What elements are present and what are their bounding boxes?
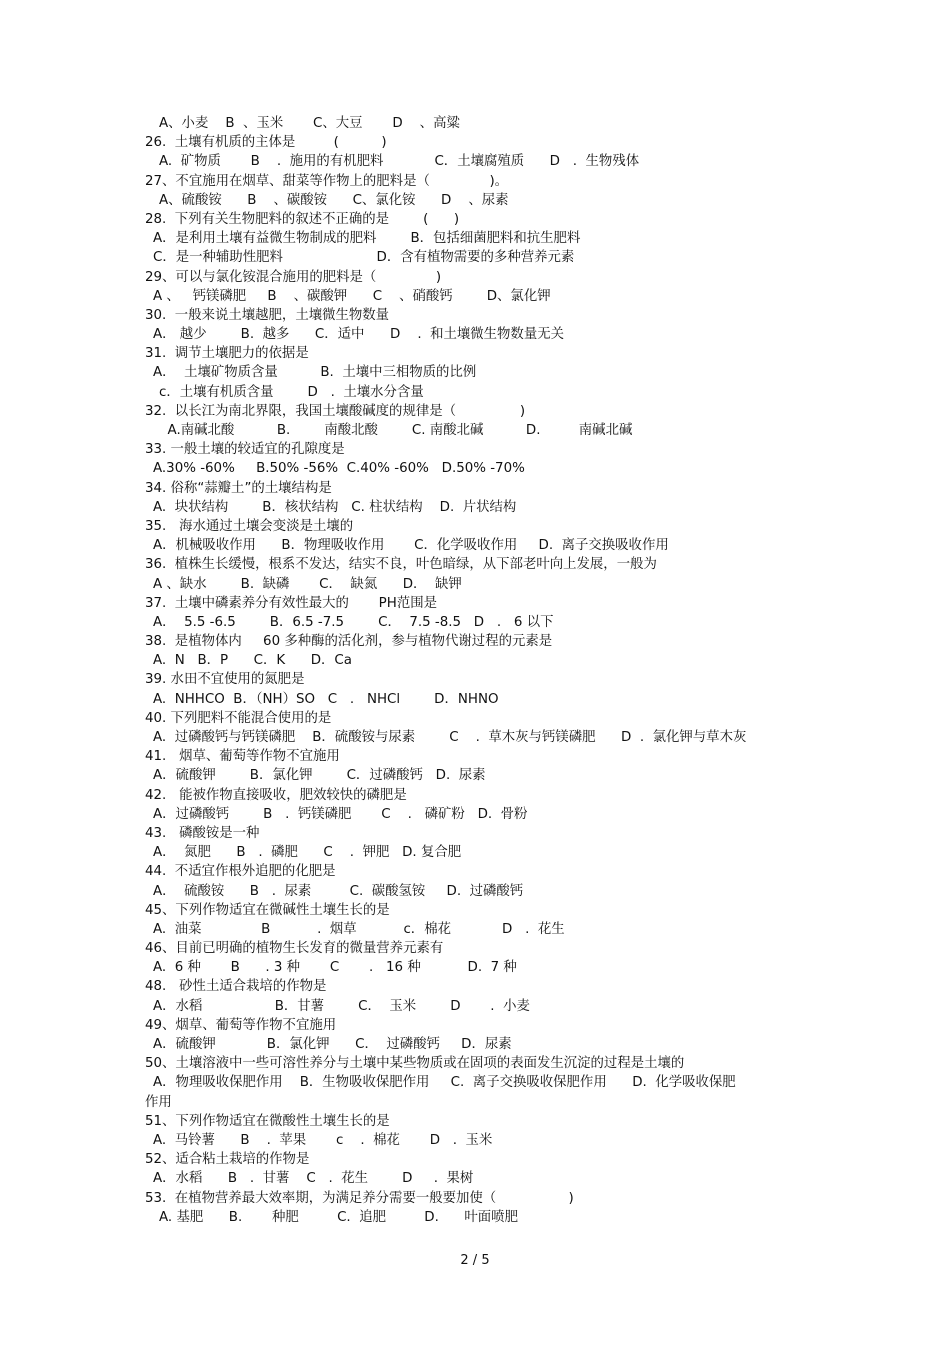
options-line: A. N B．P C．K D．Ca bbox=[153, 653, 352, 669]
options-line: A 、 钙镁磷肥 B 、碳酸钾 C 、硝酸钙 D、氯化钾 bbox=[153, 288, 551, 304]
options-line: A． 氮肥 B . 磷肥 C . 钾肥 D. 复合肥 bbox=[153, 845, 462, 861]
options-line: A．机械吸收作用 B．物理吸收作用 C．化学吸收作用 D. 离子交换吸收作用 bbox=[153, 538, 669, 554]
options-line: A. 基肥 B. 种肥 C. 追肥 D. 叶面喷肥 bbox=[159, 1209, 518, 1225]
options-line: A. 过磷酸钙与钙镁磷肥 B．硫酸铵与尿素 C . 草木灰与钙镁磷肥 D . 氯化钾与草木灰 bbox=[153, 730, 747, 745]
options-line: A、硫酸铵 B 、碳酸铵 C、氯化铵 D 、尿素 bbox=[159, 192, 509, 208]
options-line: c．土壤有机质含量 D . 土壤水分含量 bbox=[159, 384, 424, 400]
options-line: A．物理吸收保肥作用 B．生物吸收保肥作用 C. 离子交换吸收保肥作用 D. 化学吸收保肥 bbox=[153, 1075, 736, 1091]
question-line: 39. 水田不宜使用的氮肥是 bbox=[145, 672, 305, 688]
options-line: A. 矿物质 B . 施用的有机肥料 C．土壤腐殖质 D . 生物残体 bbox=[159, 154, 640, 170]
question-line: 38. 是植物体内 60 多种酶的活化剂，参与植物代谢过程的元素是 bbox=[145, 634, 553, 650]
options-line: A. 马铃薯 B . 苹果 c . 棉花 D . 玉米 bbox=[153, 1132, 493, 1148]
question-line: 42. 能被作物直接吸收，肥效较快的磷肥是 bbox=[145, 787, 407, 803]
options-line: A． 土壤矿物质含量 B. 土壤中三相物质的比例 bbox=[153, 365, 477, 381]
options-line: A． 越少 B. 越多 C．适中 D . 和土壤微生物数量无关 bbox=[153, 327, 564, 343]
options-line: A．水稻 B . 甘薯 C . 花生 D . 果树 bbox=[153, 1171, 474, 1187]
question-line: 52、适合粘土栽培的作物是 bbox=[145, 1152, 310, 1168]
question-line: 40. 下列肥料不能混合使用的是 bbox=[145, 710, 332, 726]
options-line: A．硫酸钾 B．氯化钾 C．过磷酸钙 D. 尿素 bbox=[153, 768, 486, 784]
options-line: A. NHHCO B．（NH）SO C . NHCl D．NHNO bbox=[153, 691, 499, 707]
question-line: 28. 下列有关生物肥料的叙述不正确的是 ( ) bbox=[145, 211, 460, 227]
question-line: 48. 砂性土适合栽培的作物是 bbox=[145, 979, 327, 995]
options-line: A、小麦 B 、玉米 C、大豆 D 、高粱 bbox=[159, 116, 460, 131]
question-line: 27、不宜施用在烟草、甜菜等作物上的肥料是（ )。 bbox=[145, 173, 509, 189]
question-line: 26. 土壤有机质的主体是 ( ) bbox=[145, 135, 387, 151]
question-line: 41. 烟草、葡萄等作物不宜施用 bbox=[145, 749, 340, 765]
question-line: 51、下列作物适宜在微酸性土壤生长的是 bbox=[145, 1113, 390, 1129]
options-line: A.30% -60% B.50% -56% C.40% -60% D.50% -70% bbox=[153, 461, 525, 477]
options-line: A．过磷酸钙 B . 钙镁磷肥 C . 磷矿粉 D. 骨粉 bbox=[153, 806, 528, 822]
options-line: C．是一种辅助性肥料 D．含有植物需要的多种营养元素 bbox=[153, 250, 575, 266]
question-line: 33. 一般土壤的较适宜的孔隙度是 bbox=[145, 442, 345, 458]
question-line: 46、目前已明确的植物生长发育的微量营养元素有 bbox=[145, 941, 444, 957]
question-line: 43. 磷酸铵是一种 bbox=[145, 825, 260, 841]
question-line: 35. 海水通过土壤会变淡是土壤的 bbox=[145, 518, 354, 534]
options-line: A. 块状结构 B．核状结构 C. 柱状结构 D. 片状结构 bbox=[153, 499, 517, 515]
options-line: A．硫酸钾 B．氯化钾 C． 过磷酸钙 D．尿素 bbox=[153, 1037, 512, 1052]
question-line: 45、下列作物适宜在微碱性土壤生长的是 bbox=[145, 902, 390, 918]
question-line: 36. 植株生长缓慢，根系不发达，结实不良，叶色暗绿，从下部老叶向上发展，一般为 bbox=[145, 557, 657, 573]
page-number: 2 / 5 bbox=[460, 1253, 490, 1268]
options-line: A 、缺水 B. 缺磷 C． 缺氮 D． 缺钾 bbox=[153, 576, 462, 592]
options-line: A.南碱北酸 B. 南酸北酸 C. 南酸北碱 D. 南碱北碱 bbox=[159, 423, 633, 438]
question-line: 50、土壤溶液中一些可溶性养分与土壤中某些物质或在固项的表面发生沉淀的过程是土壤的 bbox=[145, 1056, 685, 1072]
options-line: A． 5.5 -6.5 B．6.5 -7.5 C． 7.5 -8.5 D . 6 以下 bbox=[153, 614, 554, 630]
question-line: 34. 俗称“蒜瓣土”的土壤结构是 bbox=[145, 480, 332, 496]
question-line: 29、可以与氯化铵混合施用的肥料是（ ) bbox=[145, 269, 442, 285]
options-line: A. 油菜 B . 烟草 c．棉花 D . 花生 bbox=[153, 921, 565, 937]
question-line: 31. 调节土壤肥力的依据是 bbox=[145, 346, 309, 362]
question-list bbox=[145, 114, 815, 1227]
question-line: 44. 不适宜作根外追肥的化肥是 bbox=[145, 864, 336, 880]
options-line: A． 硫酸铵 B . 尿素 C. 碳酸氢铵 D. 过磷酸钙 bbox=[153, 883, 524, 899]
options-line: A. 6 种 B . 3 种 C . 16 种 D. 7 种 bbox=[153, 960, 517, 976]
options-line: A．是利用土壤有益微生物制成的肥料 B．包括细菌肥料和抗生肥料 bbox=[153, 231, 581, 247]
question-line: 37. 土壤中磷素养分有效性最大的 PH范围是 bbox=[145, 595, 437, 611]
question-line: 32. 以长江为南北界限，我国土壤酸碱度的规律是（ ) bbox=[145, 403, 526, 419]
question-line: 53. 在植物营养最大效率期，为满足养分需要一般要加使（ ) bbox=[145, 1190, 574, 1206]
question-line: 30. 一般来说土壤越肥，土壤微生物数量 bbox=[145, 307, 390, 323]
continuation-line: 作用 bbox=[145, 1094, 172, 1110]
options-line: A．水稻 B．甘薯 C． 玉米 D . 小麦 bbox=[153, 998, 530, 1014]
question-line: 49、烟草、葡萄等作物不宜施用 bbox=[145, 1017, 337, 1033]
